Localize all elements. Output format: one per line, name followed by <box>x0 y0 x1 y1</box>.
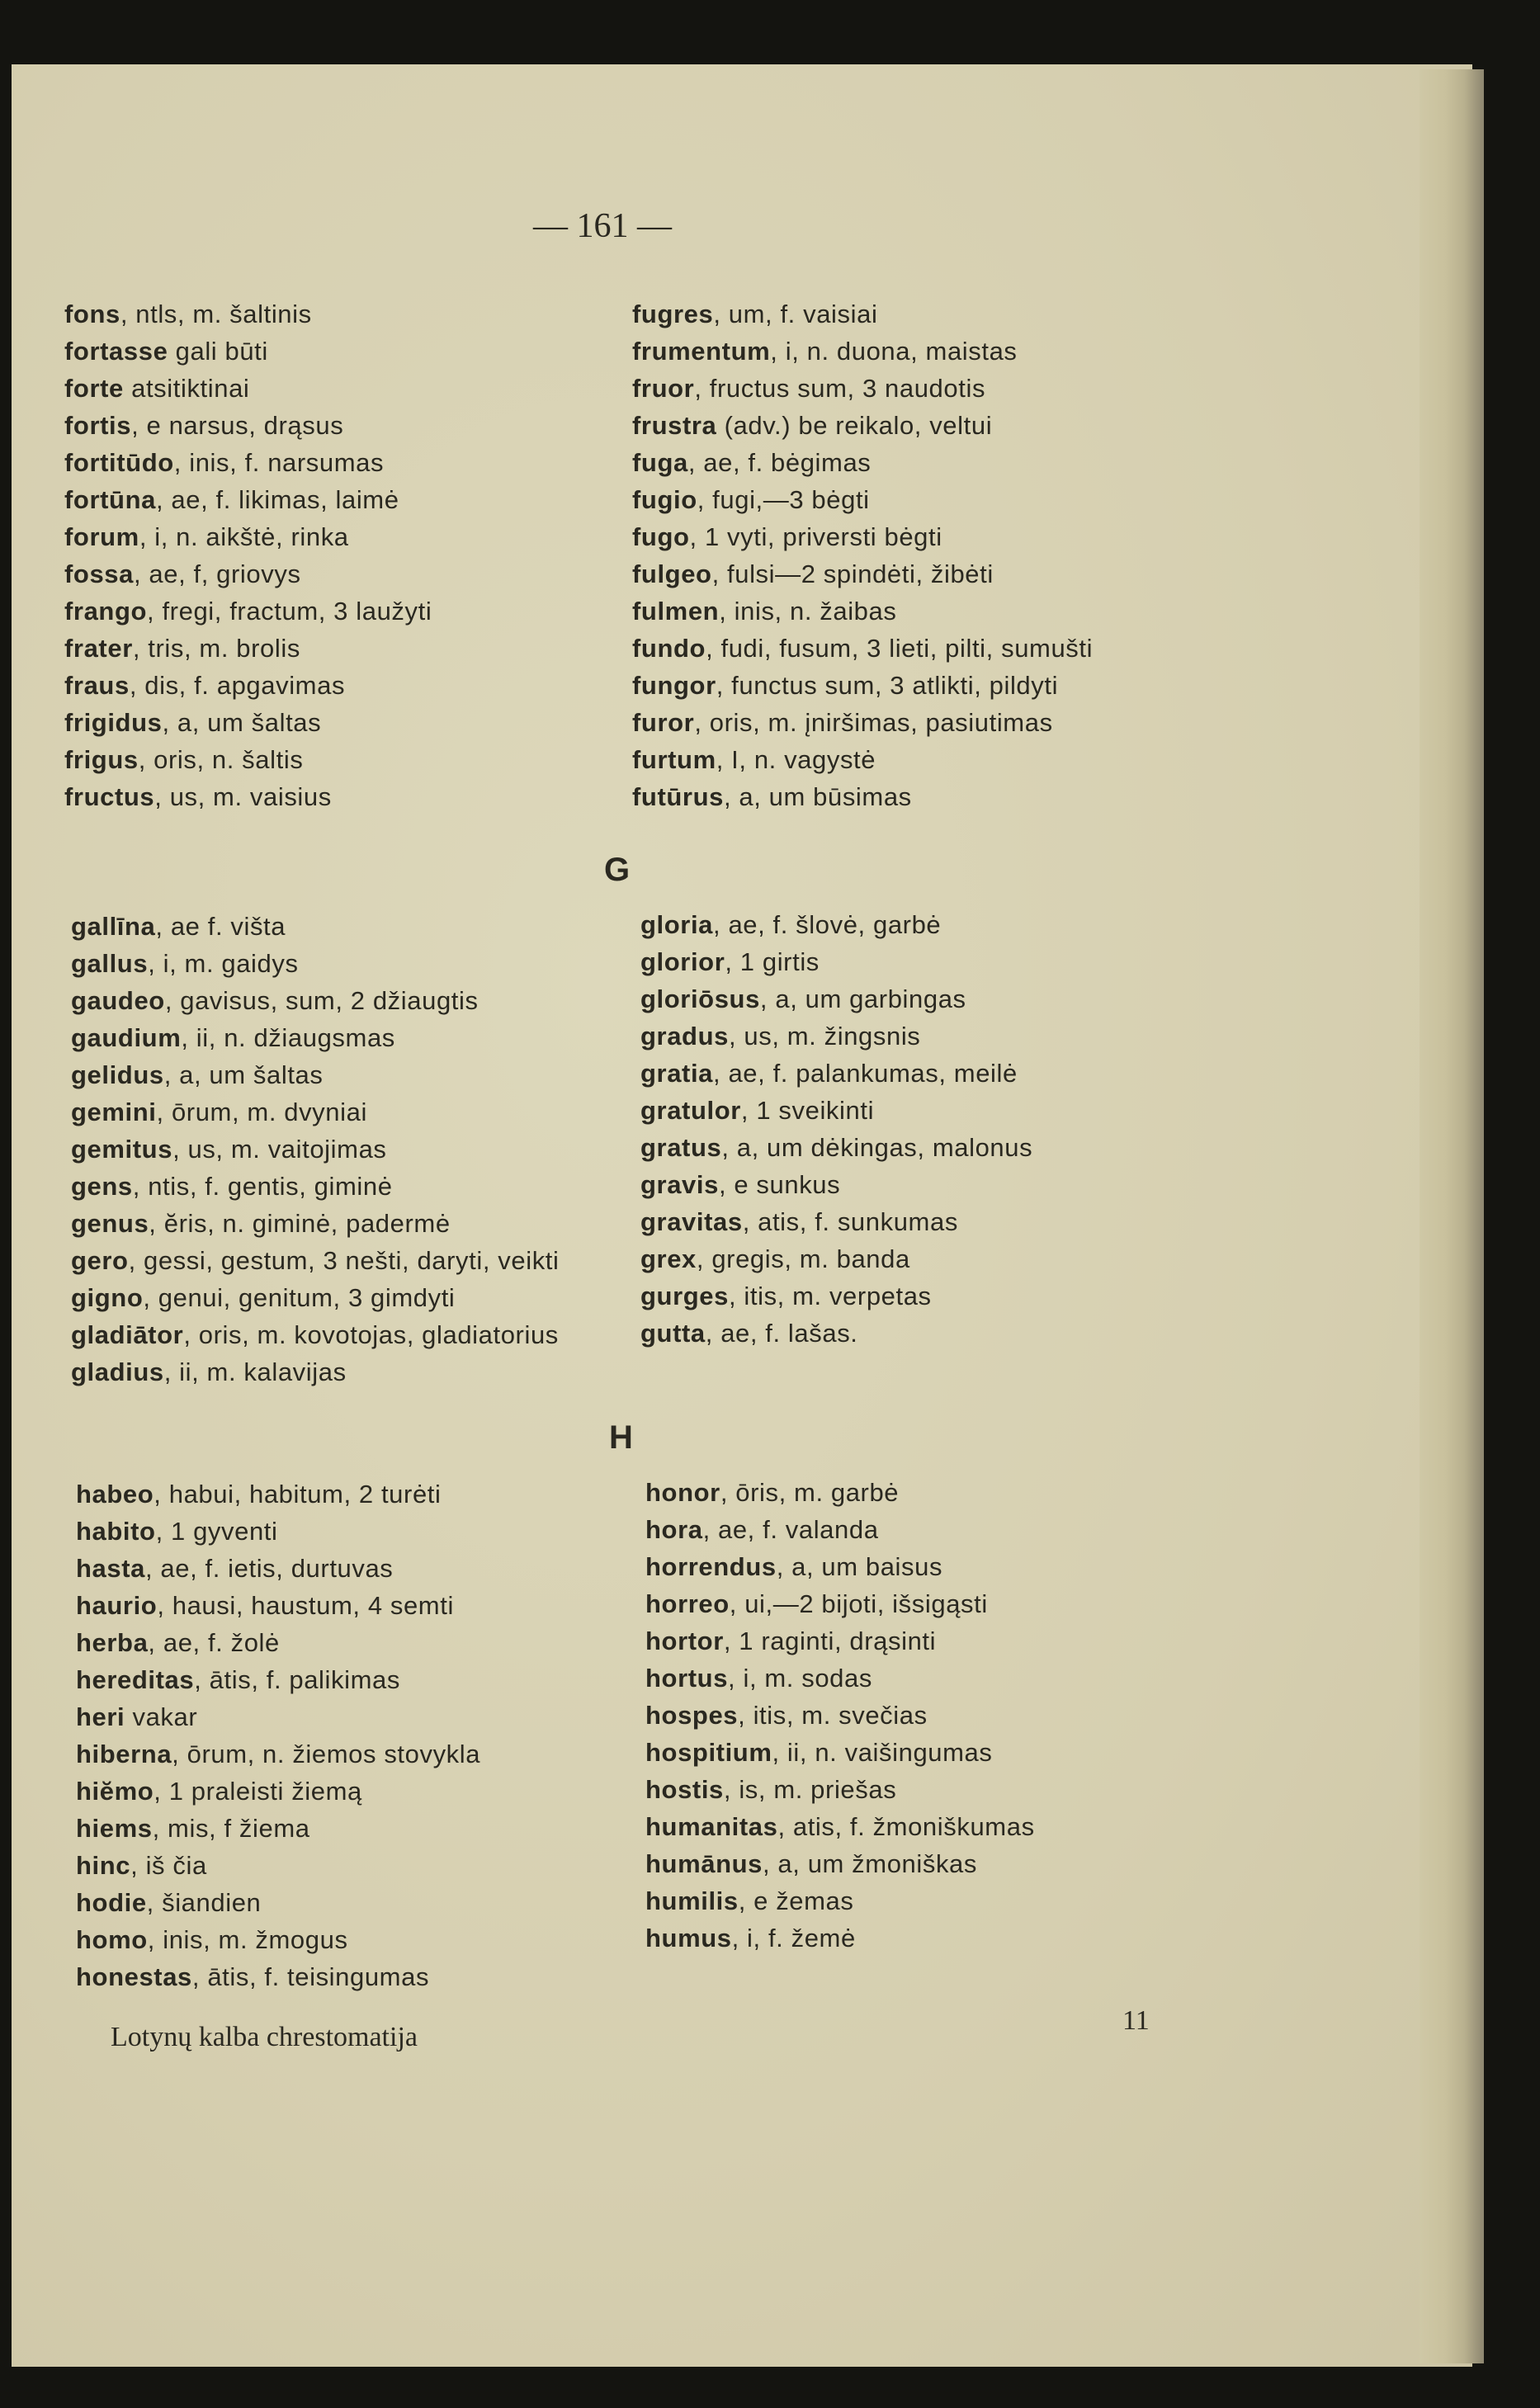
entry-definition: , a, um būsimas <box>723 782 912 811</box>
entry-definition: , fulsi—2 spindėti, žibėti <box>711 560 994 588</box>
entry-definition: , fugi,—3 bėgti <box>697 485 870 514</box>
dictionary-entry <box>632 593 1093 630</box>
dictionary-entry <box>632 481 1093 518</box>
dictionary-entry <box>64 555 432 593</box>
entry-headword: humus <box>645 1924 732 1952</box>
entry-headword: gaudium <box>71 1023 182 1052</box>
entry-headword: fraus <box>64 671 130 700</box>
entry-headword: frater <box>64 634 133 663</box>
entry-definition: , ōris, m. garbė <box>720 1478 900 1507</box>
entry-headword: fortitūdo <box>64 448 174 477</box>
entry-definition: , šiandien <box>146 1888 262 1917</box>
entry-definition: , us, m. vaitojimas <box>172 1135 387 1164</box>
entry-definition: gali būti <box>168 337 268 366</box>
entry-definition: , ae, f. šlovė, garbė <box>713 910 942 939</box>
entry-headword: frustra <box>632 411 717 440</box>
entry-headword: habito <box>76 1517 156 1546</box>
dictionary-entry <box>71 945 560 982</box>
dictionary-entry <box>76 1847 480 1884</box>
dictionary-entry <box>640 906 1032 943</box>
entry-headword: hinc <box>76 1851 131 1880</box>
section-h-left-column <box>76 1475 480 1995</box>
dictionary-entry <box>64 704 432 741</box>
entry-headword: hora <box>645 1515 703 1544</box>
section-f-left-column <box>64 295 432 815</box>
entry-definition: , a, um dėkingas, malonus <box>721 1133 1033 1162</box>
entry-headword: gallus <box>71 949 149 978</box>
entry-headword: furtum <box>632 745 716 774</box>
entry-headword: gurges <box>640 1282 729 1310</box>
dictionary-entry <box>76 1587 480 1624</box>
entry-definition: , ii, n. džiaugsmas <box>181 1023 395 1052</box>
entry-headword: fugio <box>632 485 697 514</box>
dictionary-entry <box>640 1055 1032 1092</box>
dictionary-entry <box>645 1548 1035 1585</box>
entry-definition: , ui,—2 bijoti, išsigąsti <box>729 1589 988 1618</box>
entry-headword: fortis <box>64 411 132 440</box>
entry-headword: hodie <box>76 1888 147 1917</box>
entry-headword: frigus <box>64 745 139 774</box>
entry-headword: hortus <box>645 1664 729 1693</box>
entry-headword: frumentum <box>632 337 771 366</box>
entry-definition: , fudi, fusum, 3 lieti, pilti, sumušti <box>706 634 1094 663</box>
entry-headword: honestas <box>76 1962 192 1991</box>
entry-headword: fulmen <box>632 597 720 626</box>
entry-headword: honor <box>645 1478 720 1507</box>
entry-definition: , oris, m. įniršimas, pasiutimas <box>694 708 1053 737</box>
dictionary-entry <box>64 778 432 815</box>
dictionary-entry <box>645 1845 1035 1882</box>
dictionary-entry <box>645 1585 1035 1622</box>
entry-definition: , mis, f žiema <box>152 1814 310 1843</box>
printer-signature-number: 11 <box>1122 2005 1150 2036</box>
entry-headword: fossa <box>64 560 134 588</box>
dictionary-entry <box>76 1921 480 1958</box>
entry-definition: , is, m. priešas <box>723 1775 897 1804</box>
entry-definition: , ātis, f. palikimas <box>194 1665 400 1694</box>
dictionary-entry <box>76 1810 480 1847</box>
dictionary-entry <box>64 630 432 667</box>
dictionary-entry <box>71 982 560 1019</box>
dictionary-entry <box>645 1511 1035 1548</box>
dictionary-entry <box>64 593 432 630</box>
entry-headword: fructus <box>64 782 155 811</box>
entry-headword: fugo <box>632 522 690 551</box>
entry-definition: , a, um šaltas <box>162 708 322 737</box>
dictionary-entry <box>64 407 432 444</box>
dictionary-entry <box>632 518 1093 555</box>
entry-headword: forte <box>64 374 124 403</box>
section-g-left-column <box>71 908 560 1391</box>
entry-definition: (adv.) be reikalo, veltui <box>716 411 993 440</box>
entry-headword: gladiātor <box>71 1320 184 1349</box>
entry-headword: glorior <box>640 947 725 976</box>
entry-definition: , gessi, gestum, 3 nešti, daryti, veikti <box>128 1246 560 1275</box>
entry-headword: gloriōsus <box>640 984 760 1013</box>
entry-definition: , ae, f. valanda <box>702 1515 879 1544</box>
entry-definition: , ae, f. bėgimas <box>687 448 872 477</box>
entry-definition: , us, m. žingsnis <box>728 1022 921 1051</box>
entry-headword: gutta <box>640 1319 706 1348</box>
dictionary-entry <box>76 1735 480 1773</box>
entry-definition: , 1 sveikinti <box>740 1096 875 1125</box>
entry-definition: , itis, m. svečias <box>738 1701 928 1730</box>
entry-definition: , inis, n. žaibas <box>719 597 897 626</box>
dictionary-entry <box>640 1203 1032 1240</box>
entry-definition: , ii, m. kalavijas <box>163 1357 347 1386</box>
entry-headword: genus <box>71 1209 149 1238</box>
dictionary-entry <box>71 1019 560 1056</box>
entry-definition: , oris, n. šaltis <box>138 745 304 774</box>
entry-definition: , atis, f. žmoniškumas <box>777 1812 1035 1841</box>
entry-definition: , gavisus, sum, 2 džiaugtis <box>164 986 479 1015</box>
entry-definition: , e sunkus <box>718 1170 841 1199</box>
entry-definition: , 1 vyti, priversti bėgti <box>689 522 942 551</box>
dictionary-entry <box>76 1773 480 1810</box>
entry-definition: , ōrum, n. žiemos stovykla <box>172 1740 481 1768</box>
entry-definition: , a, um baisus <box>776 1552 943 1581</box>
entry-definition: , i, m. sodas <box>728 1664 872 1693</box>
dictionary-entry <box>76 1698 480 1735</box>
entry-definition: , functus sum, 3 atlikti, pildyti <box>716 671 1059 700</box>
dictionary-entry <box>632 778 1093 815</box>
entry-definition: , itis, m. verpetas <box>728 1282 932 1310</box>
entry-headword: hiems <box>76 1814 153 1843</box>
dictionary-entry <box>76 1661 480 1698</box>
entry-headword: gens <box>71 1172 133 1201</box>
entry-definition: , inis, m. žmogus <box>147 1925 348 1954</box>
entry-headword: humānus <box>645 1849 763 1878</box>
entry-definition: , ōrum, m. dvyniai <box>156 1098 367 1126</box>
entry-headword: fungor <box>632 671 716 700</box>
entry-definition: , atis, f. sunkumas <box>742 1207 958 1236</box>
dictionary-entry <box>71 1056 560 1093</box>
dictionary-entry <box>640 1277 1032 1315</box>
dictionary-entry <box>632 741 1093 778</box>
dictionary-entry <box>71 1316 560 1353</box>
entry-headword: gallīna <box>71 912 156 941</box>
entry-headword: gero <box>71 1246 129 1275</box>
entry-definition: , gregis, m. banda <box>696 1244 910 1273</box>
entry-definition: , ae, f, griovys <box>133 560 301 588</box>
entry-definition: , a, um žmoniškas <box>763 1849 978 1878</box>
entry-definition: , inis, f. narsumas <box>173 448 385 477</box>
dictionary-entry <box>76 1513 480 1550</box>
dictionary-entry <box>645 1882 1035 1919</box>
footer-book-title: Lotynų kalba chrestomatija <box>111 2022 418 2052</box>
entry-headword: homo <box>76 1925 148 1954</box>
entry-definition: , oris, m. kovotojas, gladiatorius <box>183 1320 559 1349</box>
entry-headword: gelidus <box>71 1060 164 1089</box>
dictionary-entry <box>76 1884 480 1921</box>
entry-definition: , hausi, haustum, 4 semti <box>157 1591 454 1620</box>
entry-headword: gratulor <box>640 1096 741 1125</box>
entry-definition: , genui, genitum, 3 gimdyti <box>143 1283 456 1312</box>
dictionary-entry <box>64 444 432 481</box>
entry-definition: , i, m. gaidys <box>148 949 299 978</box>
entry-definition: vakar <box>125 1702 198 1731</box>
entry-definition: , iš čia <box>130 1851 207 1880</box>
entry-definition: , ae, f. žolė <box>148 1628 280 1657</box>
entry-definition: , fructus sum, 3 naudotis <box>694 374 986 403</box>
page-number: — 161 — <box>533 207 672 245</box>
dictionary-entry <box>71 908 560 945</box>
dictionary-entry <box>632 407 1093 444</box>
entry-definition: , ae f. višta <box>155 912 286 941</box>
entry-headword: fons <box>64 300 120 328</box>
entry-definition: , 1 praleisti žiemą <box>154 1777 362 1806</box>
entry-definition: , a, um šaltas <box>163 1060 324 1089</box>
entry-headword: fruor <box>632 374 695 403</box>
dictionary-entry <box>71 1131 560 1168</box>
entry-headword: humilis <box>645 1886 739 1915</box>
entry-headword: grex <box>640 1244 697 1273</box>
dictionary-entry <box>645 1808 1035 1845</box>
entry-headword: futūrus <box>632 782 724 811</box>
entry-headword: fundo <box>632 634 706 663</box>
entry-headword: fugres <box>632 300 714 328</box>
entry-definition: , us, m. vaisius <box>154 782 332 811</box>
entry-definition: atsitiktinai <box>123 374 250 403</box>
entry-definition: , e žemas <box>738 1886 854 1915</box>
dictionary-entry <box>640 1240 1032 1277</box>
section-f-right-column <box>632 295 1093 815</box>
entry-headword: haurio <box>76 1591 158 1620</box>
page-edge <box>1420 69 1484 2363</box>
entry-definition: , um, f. vaisiai <box>713 300 878 328</box>
entry-definition: , dis, f. apgavimas <box>129 671 346 700</box>
dictionary-entry <box>645 1919 1035 1957</box>
dictionary-entry <box>64 741 432 778</box>
entry-definition: , tris, m. brolis <box>132 634 300 663</box>
dictionary-entry <box>64 333 432 370</box>
dictionary-entry <box>64 518 432 555</box>
entry-definition: , ae, f. ietis, durtuvas <box>144 1554 394 1583</box>
entry-headword: gradus <box>640 1022 729 1051</box>
dictionary-entry <box>640 1017 1032 1055</box>
entry-headword: gravis <box>640 1170 719 1199</box>
dictionary-entry <box>640 943 1032 980</box>
entry-headword: horrendus <box>645 1552 777 1581</box>
dictionary-entry <box>645 1734 1035 1771</box>
entry-definition: , fregi, fractum, 3 laužyti <box>147 597 432 626</box>
dictionary-entry <box>645 1622 1035 1660</box>
entry-headword: gemini <box>71 1098 157 1126</box>
dictionary-entry <box>76 1475 480 1513</box>
entry-definition: , 1 gyventi <box>155 1517 278 1546</box>
entry-headword: frango <box>64 597 148 626</box>
dictionary-entry <box>645 1771 1035 1808</box>
entry-headword: gladius <box>71 1357 164 1386</box>
entry-definition: , ntls, m. šaltinis <box>120 300 312 328</box>
entry-definition: , 1 girtis <box>725 947 820 976</box>
entry-headword: hasta <box>76 1554 145 1583</box>
dictionary-entry <box>640 1315 1032 1352</box>
dictionary-entry <box>640 1092 1032 1129</box>
dictionary-entry <box>632 333 1093 370</box>
dictionary-entry <box>632 667 1093 704</box>
entry-headword: horreo <box>645 1589 730 1618</box>
entry-definition: , ae, f. lašas. <box>705 1319 858 1348</box>
entry-definition: , habui, habitum, 2 turėti <box>154 1480 442 1509</box>
dictionary-entry <box>640 1129 1032 1166</box>
entry-headword: hostis <box>645 1775 724 1804</box>
entry-headword: hospitium <box>645 1738 772 1767</box>
dictionary-entry <box>76 1624 480 1661</box>
entry-definition: , ntis, f. gentis, giminė <box>132 1172 393 1201</box>
entry-headword: hortor <box>645 1627 724 1655</box>
dictionary-entry <box>632 555 1093 593</box>
entry-headword: fortūna <box>64 485 156 514</box>
entry-definition: , i, n. duona, maistas <box>770 337 1018 366</box>
dictionary-entry <box>71 1168 560 1205</box>
section-h-right-column <box>645 1474 1035 1957</box>
dictionary-entry <box>645 1660 1035 1697</box>
entry-headword: hiberna <box>76 1740 172 1768</box>
dictionary-entry <box>71 1242 560 1279</box>
dictionary-entry <box>71 1353 560 1391</box>
entry-headword: gratus <box>640 1133 722 1162</box>
dictionary-entry <box>632 704 1093 741</box>
entry-headword: furor <box>632 708 695 737</box>
entry-headword: fuga <box>632 448 688 477</box>
entry-definition: , i, n. aikštė, rinka <box>139 522 349 551</box>
entry-headword: heri <box>76 1702 125 1731</box>
entry-headword: fulgeo <box>632 560 712 588</box>
entry-headword: gemitus <box>71 1135 173 1164</box>
dictionary-entry <box>64 481 432 518</box>
dictionary-entry <box>640 1166 1032 1203</box>
entry-headword: habeo <box>76 1480 154 1509</box>
dictionary-entry <box>640 980 1032 1017</box>
entry-headword: hospes <box>645 1701 739 1730</box>
section-letter-h: H <box>609 1419 633 1456</box>
entry-headword: gloria <box>640 910 714 939</box>
entry-definition: , ae, f. likimas, laimė <box>155 485 399 514</box>
dictionary-entry <box>632 444 1093 481</box>
dictionary-entry <box>71 1205 560 1242</box>
dictionary-entry <box>645 1474 1035 1511</box>
dictionary-entry <box>64 667 432 704</box>
entry-definition: , I, n. vagystė <box>716 745 876 774</box>
entry-definition: , ae, f. palankumas, meilė <box>713 1059 1018 1088</box>
dictionary-entry <box>632 630 1093 667</box>
entry-definition: , ĕris, n. giminė, padermė <box>149 1209 451 1238</box>
entry-headword: humanitas <box>645 1812 778 1841</box>
dictionary-entry <box>71 1093 560 1131</box>
entry-definition: , ii, n. vaišingumas <box>772 1738 993 1767</box>
dictionary-entry <box>632 295 1093 333</box>
entry-headword: hiĕmo <box>76 1777 154 1806</box>
dictionary-entry <box>632 370 1093 407</box>
section-letter-g: G <box>604 852 631 888</box>
entry-headword: fortasse <box>64 337 168 366</box>
section-g-right-column <box>640 906 1032 1352</box>
entry-headword: gaudeo <box>71 986 165 1015</box>
entry-headword: gigno <box>71 1283 144 1312</box>
entry-headword: gratia <box>640 1059 714 1088</box>
dictionary-entry <box>76 1958 480 1995</box>
dictionary-entry <box>71 1279 560 1316</box>
dictionary-entry <box>76 1550 480 1587</box>
dictionary-entry <box>64 370 432 407</box>
entry-headword: herba <box>76 1628 149 1657</box>
entry-headword: hereditas <box>76 1665 195 1694</box>
entry-headword: gravitas <box>640 1207 743 1236</box>
dictionary-entry <box>64 295 432 333</box>
entry-definition: , e narsus, drąsus <box>131 411 344 440</box>
dictionary-entry <box>645 1697 1035 1734</box>
entry-definition: , ātis, f. teisingumas <box>191 1962 430 1991</box>
entry-headword: frigidus <box>64 708 163 737</box>
entry-definition: , 1 raginti, drąsinti <box>723 1627 937 1655</box>
entry-definition: , i, f. žemė <box>731 1924 856 1952</box>
entry-definition: , a, um garbingas <box>759 984 966 1013</box>
entry-headword: forum <box>64 522 139 551</box>
